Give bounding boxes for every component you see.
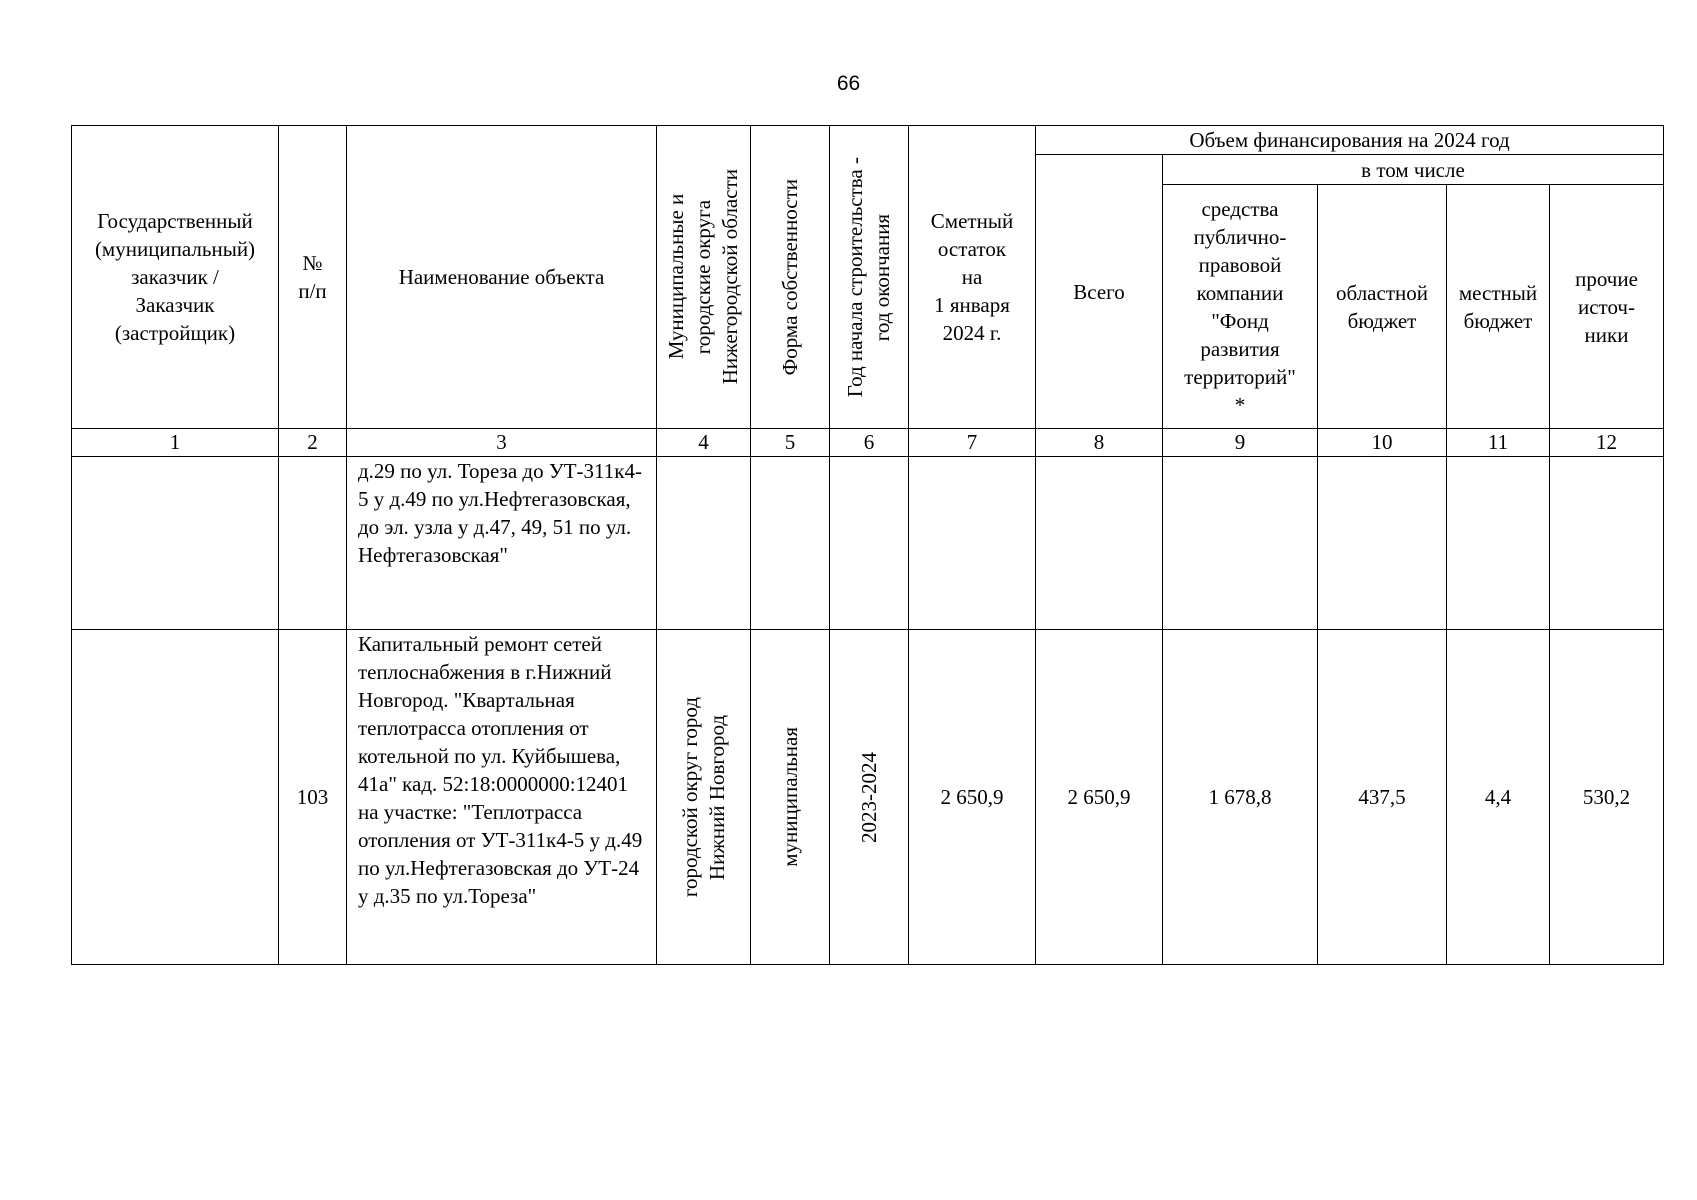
cell-customer bbox=[72, 630, 279, 965]
header-other: прочие источ- ники bbox=[1550, 185, 1664, 429]
funding-table bbox=[71, 125, 1664, 965]
cell-object-name: Капитальный ремонт сетей теплоснабжения в г.Нижний Новгород. "Квартальная теплотрасса отопления от котельной по ул. Куйбышева, 41а" кад. 52:18:0000000:12401 на участке: "Теплотрасса отопления от УТ-311к4-5 у д.49 по ул.Нефтегазовская до УТ-24 у д.35 по ул.Тореза" bbox=[347, 630, 657, 965]
header-object-name: Наименование объекта bbox=[347, 126, 657, 429]
column-number: 8 bbox=[1036, 429, 1163, 457]
column-number: 9 bbox=[1163, 429, 1318, 457]
header-regional: областной бюджет bbox=[1318, 185, 1447, 429]
column-number: 12 bbox=[1550, 429, 1664, 457]
column-number: 1 bbox=[72, 429, 279, 457]
header-years: Год начала строительства - год окончания bbox=[830, 126, 909, 429]
header-customer: Государственный (муниципальный) заказчик / Заказчик (застройщик) bbox=[72, 126, 279, 429]
cell-customer bbox=[72, 457, 279, 630]
header-fund: средства публично- правовой компании "Фонд развития территорий" * bbox=[1163, 185, 1318, 429]
header-including: в том числе bbox=[1163, 155, 1664, 185]
cell-other: 530,2 bbox=[1550, 630, 1664, 965]
cell-regional bbox=[1318, 457, 1447, 630]
cell-ownership bbox=[751, 457, 830, 630]
table-row bbox=[72, 630, 1664, 965]
cell-fund bbox=[1163, 457, 1318, 630]
column-number: 2 bbox=[279, 429, 347, 457]
header-total: Всего bbox=[1036, 155, 1163, 429]
cell-years: 2023-2024 bbox=[830, 630, 909, 965]
column-number: 10 bbox=[1318, 429, 1447, 457]
header-estimate: Сметный остаток на 1 января 2024 г. bbox=[909, 126, 1036, 429]
header-local: местный бюджет bbox=[1447, 185, 1550, 429]
column-number: 7 bbox=[909, 429, 1036, 457]
column-number: 3 bbox=[347, 429, 657, 457]
header-funding-title: Объем финансирования на 2024 год bbox=[1036, 126, 1664, 155]
column-number: 4 bbox=[657, 429, 751, 457]
cell-number: 103 bbox=[279, 630, 347, 965]
cell-estimate: 2 650,9 bbox=[909, 630, 1036, 965]
column-number: 11 bbox=[1447, 429, 1550, 457]
column-number: 5 bbox=[751, 429, 830, 457]
cell-other bbox=[1550, 457, 1664, 630]
cell-local: 4,4 bbox=[1447, 630, 1550, 965]
table-row bbox=[72, 457, 1664, 630]
cell-number bbox=[279, 457, 347, 630]
header-ownership: Форма собственности bbox=[751, 126, 830, 429]
cell-local bbox=[1447, 457, 1550, 630]
cell-district: городской округ город Нижний Новгород bbox=[657, 630, 751, 965]
page-number: 66 bbox=[836, 72, 861, 95]
cell-object-name: д.29 по ул. Тореза до УТ-311к4-5 у д.49 по ул.Нефтегазовская, до эл. узла у д.47, 49, 51 по ул. Нефтегазовская" bbox=[347, 457, 657, 630]
column-number-row bbox=[72, 429, 1664, 457]
cell-total bbox=[1036, 457, 1163, 630]
header-number: № п/п bbox=[279, 126, 347, 429]
cell-total: 2 650,9 bbox=[1036, 630, 1163, 965]
header-district: Муниципальные и городские округа Нижегородской области bbox=[657, 126, 751, 429]
cell-years bbox=[830, 457, 909, 630]
cell-district bbox=[657, 457, 751, 630]
cell-estimate bbox=[909, 457, 1036, 630]
cell-regional: 437,5 bbox=[1318, 630, 1447, 965]
cell-ownership: муниципальная bbox=[751, 630, 830, 965]
cell-fund: 1 678,8 bbox=[1163, 630, 1318, 965]
column-number: 6 bbox=[830, 429, 909, 457]
